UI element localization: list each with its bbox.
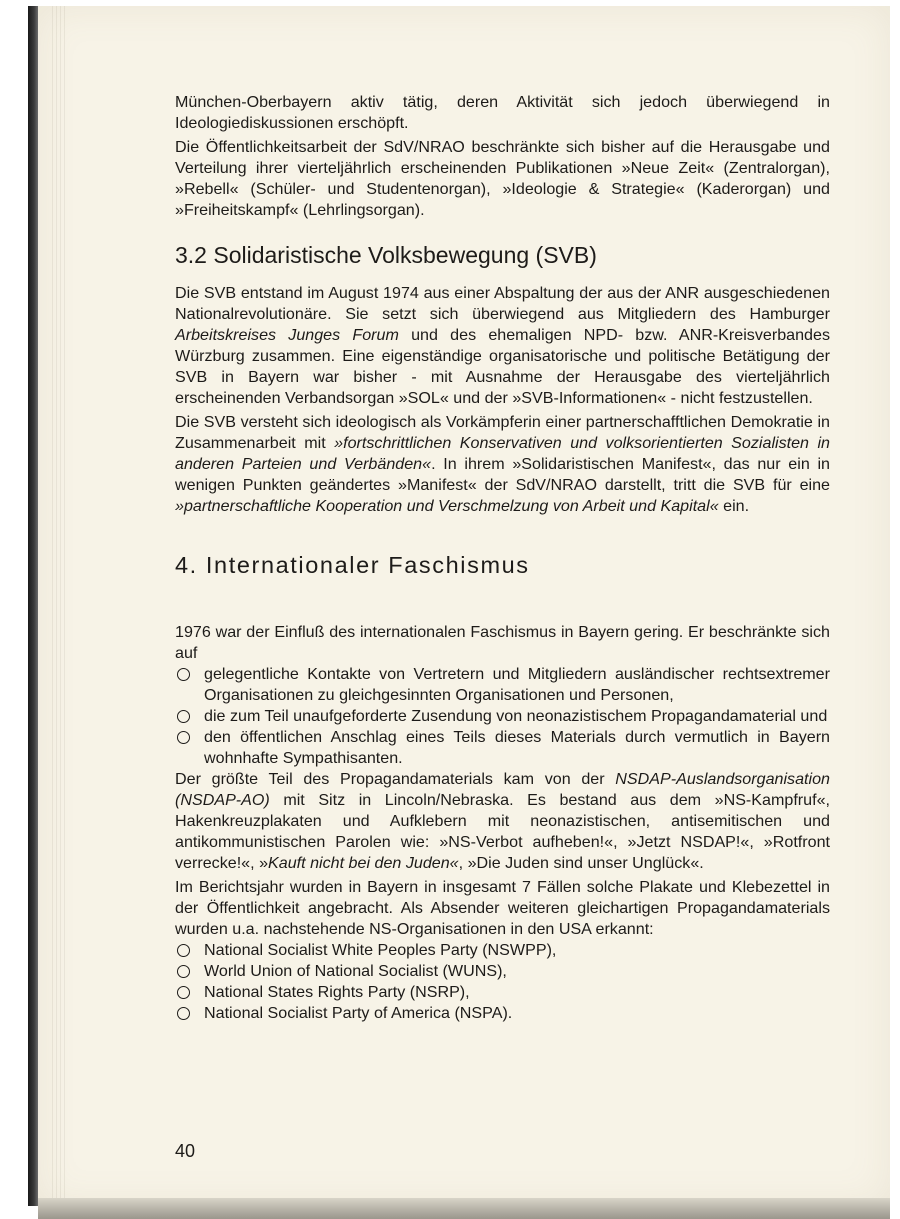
chapter4-paragraph-2: Der größte Teil des Propagandamaterials kam von der NSDAP-Auslandsorganisation (NSDAP-AO) mit Sitz in Lincoln/Nebraska. Es bestand aus dem »NS-Kampfruf«, Hakenkreuzplakaten und Aufklebern mit neonazistischen, antisemitischen und antikommunistischen Parolen wie: »NS-Verbot aufheben!«, »Jetzt NSDAP!«, »Rotfront verrecke!«, »Kauft nicht bei den Juden«, »Die Juden sind unser Unglück«. <box>175 770 830 872</box>
section-heading-3-2: 3.2 Solidaristische Volksbewegung (SVB) <box>175 242 597 268</box>
bullet-list-organisations <box>175 940 830 1024</box>
list-item: World Union of National Socialist (WUNS), <box>175 961 830 982</box>
intro-paragraph-1: München-Oberbayern aktiv tätig, deren Aktivität sich jedoch überwiegend in Ideologiediskussionen erschöpft. <box>175 93 830 132</box>
intro-paragraph-2: Die Öffentlichkeitsarbeit der SdV/NRAO beschränkte sich bisher auf die Herausgabe und Verteilung ihrer vierteljährlich erscheinenden Publikationen »Neue Zeit« (Zentralorgan), »Rebell« (Schüler- und Studentenorgan), »Ideologie & Strategie« (Kaderorgan) und »Freiheitskampf« (Lehrlingsorgan). <box>175 138 830 219</box>
svb-paragraph-1: Die SVB entstand im August 1974 aus einer Abspaltung der aus der ANR ausgeschiedenen Nationalrevolutionäre. Sie setzt sich überwiegend aus Mitgliedern des Hamburger Arbeitskreises Junges Forum und des ehemaligen NPD- bzw. ANR-Kreisverbandes Würzburg zusammen. Eine eigenständige organisatorische und politische Betätigung der SVB in Bayern war bisher - mit Ausnahme der Herausgabe des vierteljährlich erscheinenden Verbandsorgan »SOL« und der »SVB-Informationen« - nicht festzustellen. <box>175 284 830 407</box>
circle-bullet-icon <box>177 944 190 957</box>
list-item: den öffentlichen Anschlag eines Teils dieses Materials durch vermutlich in Bayern wohnhafte Sympathisanten. <box>175 727 830 769</box>
circle-bullet-icon <box>177 710 190 723</box>
svb-paragraph-2: Die SVB versteht sich ideologisch als Vorkämpferin einer partnerschafftlichen Demokratie in Zusammenarbeit mit »fortschrittlichen Konservativen und volksorientierten Sozialisten in anderen Parteien und Verbänden«. In ihrem »Solidaristischen Manifest«, das nur ein in wenigen Punkten geändertes »Manifest« der SdV/NRAO darstellt, tritt die SVB für eine »partnerschaftliche Kooperation und Verschmelzung von Arbeit und Kapital« ein. <box>175 413 831 515</box>
bullet-list-influence <box>175 664 830 769</box>
circle-bullet-icon <box>177 731 190 744</box>
list-item: National Socialist White Peoples Party (NSWPP), <box>175 940 830 961</box>
book-spine <box>28 6 38 1206</box>
list-item: gelegentliche Kontakte von Vertretern und Mitgliedern ausländischer rechtsextremer Organisationen zu gleichgesinnten Organisationen und Personen, <box>175 664 830 706</box>
list-item: die zum Teil unaufgeforderte Zusendung von neonazistischem Propagandamaterial und <box>175 706 830 727</box>
chapter4-paragraph-3: Im Berichtsjahr wurden in Bayern in insgesamt 7 Fällen solche Plakate und Klebezettel in der Öffentlichkeit angebracht. Als Absender weiteren gleichartigen Propagandamaterials wurden u.a. nachstehende NS-Organisationen in den USA erkannt: <box>175 878 830 938</box>
circle-bullet-icon <box>177 986 190 999</box>
chapter4-paragraph-1: 1976 war der Einfluß des internationalen Faschismus in Bayern gering. Er beschränkte sich auf <box>175 623 830 662</box>
circle-bullet-icon <box>177 668 190 681</box>
list-item: National Socialist Party of America (NSPA). <box>175 1003 830 1024</box>
page-number: 40 <box>175 1141 196 1161</box>
circle-bullet-icon <box>177 965 190 978</box>
circle-bullet-icon <box>177 1007 190 1020</box>
page-content <box>175 92 830 1024</box>
list-item: National States Rights Party (NSRP), <box>175 982 830 1003</box>
page-bottom-edge <box>38 1198 890 1219</box>
page-edge <box>52 6 66 1198</box>
chapter-heading-4: 4. Internationaler Faschismus <box>175 552 530 578</box>
